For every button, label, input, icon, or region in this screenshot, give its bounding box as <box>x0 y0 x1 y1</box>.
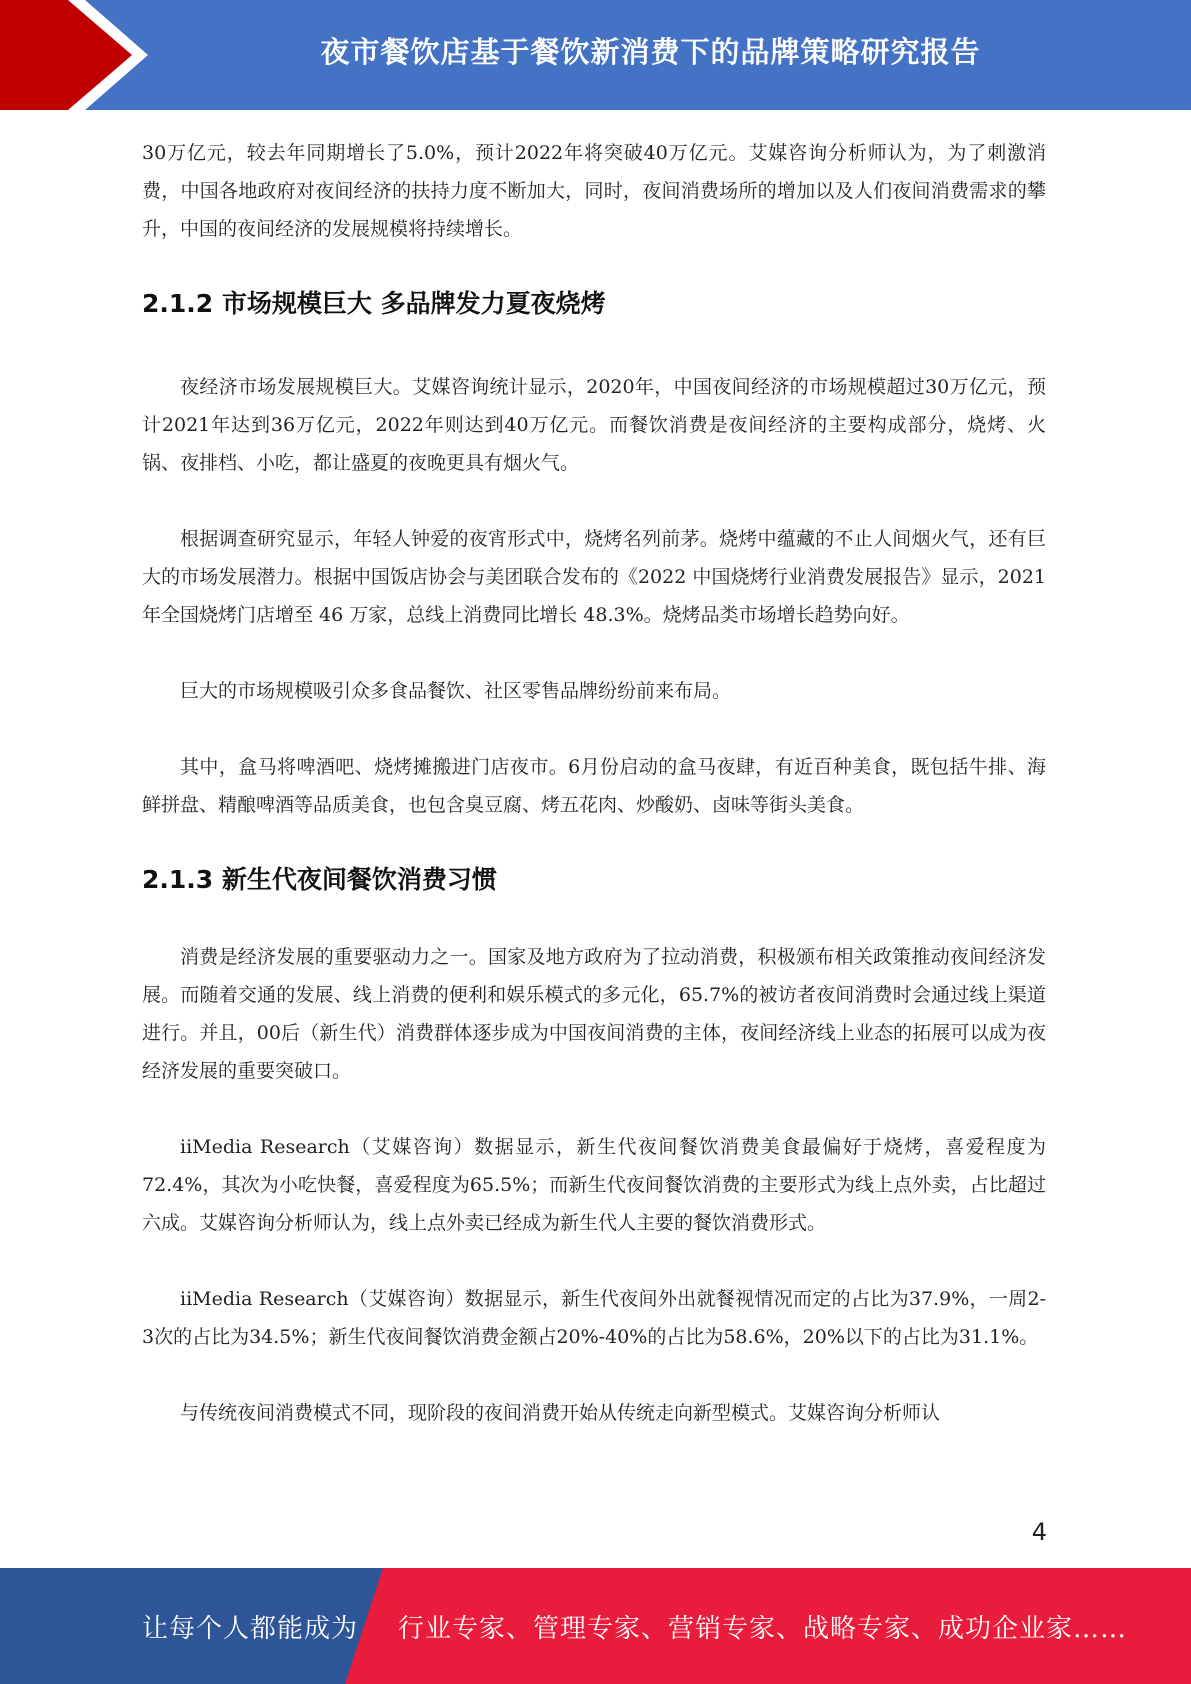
paragraph: 其中，盒马将啤酒吧、烧烤摊搬进门店夜市。6月份启动的盒马夜肆，有近百种美食，既包括牛排、海鲜拼盘、精酿啤酒等品质美食，也包含臭豆腐、烤五花肉、炒酸奶、卤味等街头美食。 <box>142 756 1046 816</box>
paragraph: 根据调查研究显示，年轻人钟爱的夜宵形式中，烧烤名列前茅。烧烤中蕴藏的不止人间烟火气，还有巨大的市场发展潜力。根据中国饭店协会与美团联合发布的《2022 中国烧烤行业消费发展报告》显示，2021 年全国烧烤门店增至 46 万家，总线上消费同比增长 48.3%。烧烤品类市场增长趋势向好。 <box>142 528 1046 626</box>
paragraph: 夜经济市场发展规模巨大。艾媒咨询统计显示，2020年，中国夜间经济的市场规模超过30万亿元，预计2021年达到36万亿元，2022年则达到40万亿元。而餐饮消费是夜间经济的主要构成部分，烧烤、火锅、夜排档、小吃，都让盛夏的夜晚更具有烟火气。 <box>142 376 1046 474</box>
section-heading-2-1-3: 2.1.3 新生代夜间餐饮消费习惯 <box>142 865 497 894</box>
section-heading-2-1-2: 2.1.2 市场规模巨大 多品牌发力夏夜烧烤 <box>142 289 606 318</box>
paragraph: 消费是经济发展的重要驱动力之一。国家及地方政府为了拉动消费，积极颁布相关政策推动夜间经济发展。而随着交通的发展、线上消费的便利和娱乐模式的多元化，65.7%的被访者夜间消费时会通过线上渠道进行。并且，00后（新生代）消费群体逐步成为中国夜间消费的主体，夜间经济线上业态的拓展可以成为夜经济发展的重要突破口。 <box>142 946 1046 1082</box>
paragraph: iiMedia Research（艾媒咨询）数据显示，新生代夜间餐饮消费美食最偏好于烧烤，喜爱程度为72.4%，其次为小吃快餐，喜爱程度为65.5%；而新生代夜间餐饮消费的主要形式为线上点外卖，占比超过六成。艾媒咨询分析师认为，线上点外卖已经成为新生代人主要的餐饮消费形式。 <box>142 1136 1046 1234</box>
intro-paragraph: 30万亿元，较去年同期增长了5.0%，预计2022年将突破40万亿元。艾媒咨询分析师认为，为了刺激消费，中国各地政府对夜间经济的扶持力度不断加大，同时，夜间消费场所的增加以及人们夜间消费需求的攀升，中国的夜间经济的发展规模将持续增长。 <box>142 142 1046 240</box>
footer-slogan-left: 让每个人都能成为 <box>142 1613 359 1644</box>
header-red-chevron <box>0 0 160 110</box>
paragraph: iiMedia Research（艾媒咨询）数据显示，新生代夜间外出就餐视情况而定的占比为37.9%，一周2-3次的占比为34.5%；新生代夜间餐饮消费金额占20%-40%的占比为58.6%，20%以下的占比为31.1%。 <box>142 1288 1046 1348</box>
paragraph: 巨大的市场规模吸引众多食品餐饮、社区零售品牌纷纷前来布局。 <box>180 680 732 702</box>
report-title: 夜市餐饮店基于餐饮新消费下的品牌策略研究报告 <box>320 34 981 69</box>
page-footer <box>0 1568 1191 1684</box>
footer-slogan-right: 行业专家、管理专家、营销专家、战略专家、成功企业家…… <box>398 1613 1128 1644</box>
page-number: 4 <box>1031 1518 1047 1546</box>
paragraph: 与传统夜间消费模式不同，现阶段的夜间消费开始从传统走向新型模式。艾媒咨询分析师认 <box>180 1402 941 1424</box>
page-body <box>142 134 1046 1432</box>
page-header <box>0 0 1191 110</box>
